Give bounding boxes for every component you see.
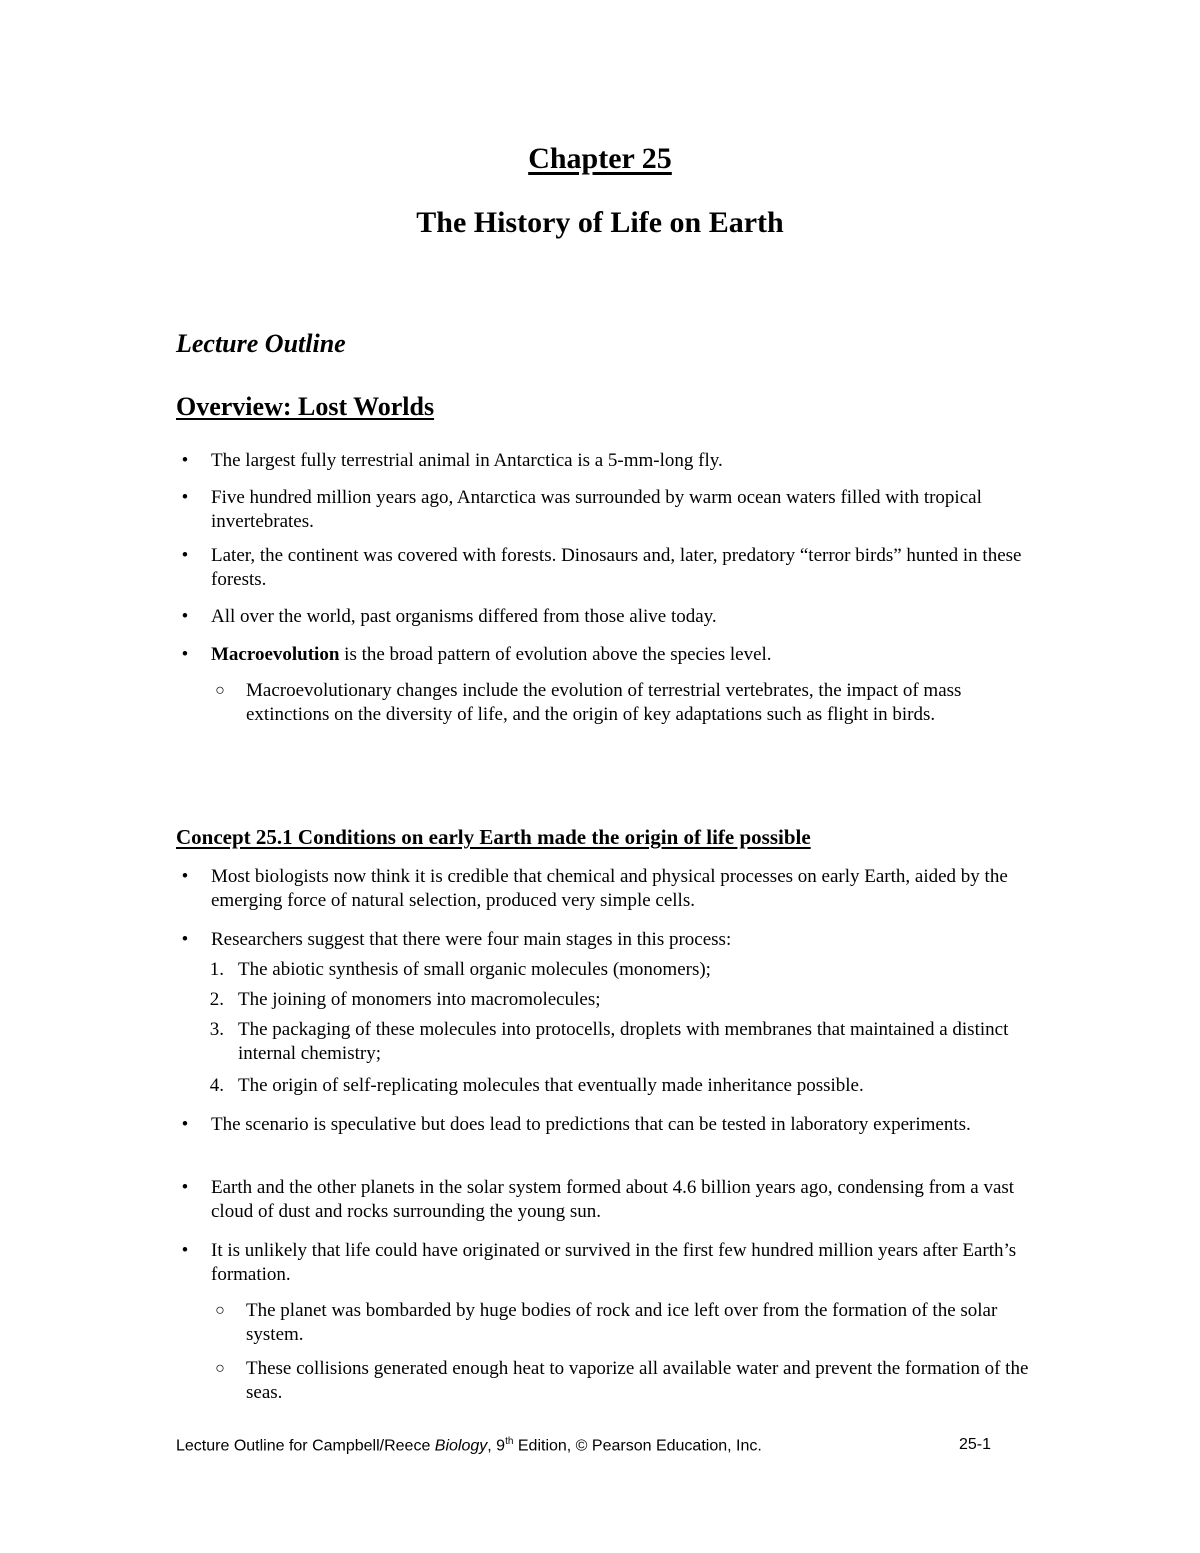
list-item <box>181 544 1041 592</box>
list-item-text: Five hundred million years ago, Antarctica was surrounded by warm ocean waters filled with tropical invertebrates. <box>211 487 982 532</box>
list-item-text: The packaging of these molecules into protocells, droplets with membranes that maintained a distinct internal chemistry; <box>238 1019 1009 1064</box>
page-footer <box>176 1436 991 1455</box>
bullet-icon: • <box>181 1114 189 1135</box>
list-item <box>181 1113 1041 1137</box>
circle-bullet-icon: ○ <box>215 1302 225 1319</box>
bullet-icon: • <box>181 450 189 471</box>
bullet-icon: • <box>181 1177 189 1198</box>
bullet-icon: • <box>181 606 189 627</box>
overview-heading: Overview: Lost Worlds <box>176 392 435 421</box>
list-item-text: The scenario is speculative but does lead to predictions that can be tested in laboratory experiments. <box>211 1114 971 1135</box>
bullet-icon: • <box>181 644 189 665</box>
list-item <box>181 605 1041 629</box>
list-item-text: The planet was bombarded by huge bodies of rock and ice left over from the formation of the solar system. <box>246 1300 998 1345</box>
list-item-text: All over the world, past organisms differed from those alive today. <box>211 606 717 627</box>
bullet-icon: • <box>181 545 189 566</box>
footer-edition-sup: th <box>505 1436 514 1447</box>
list-item-text: Macroevolutionary changes include the evolution of terrestrial vertebrates, the impact of mass extinctions on the diversity of life, and the origin of key adaptations such as flight in birds. <box>246 680 962 725</box>
circle-bullet-icon: ○ <box>215 682 225 699</box>
chapter-title: Chapter 25 <box>528 142 672 175</box>
sub-list-item <box>215 679 1046 727</box>
list-item-text: The abiotic synthesis of small organic molecules (monomers); <box>238 959 711 980</box>
list-item <box>181 865 1041 913</box>
bullet-icon: • <box>181 929 189 950</box>
list-number: 1. <box>209 959 224 980</box>
footer-book-title: Biology <box>434 1437 488 1455</box>
list-item <box>181 449 1041 473</box>
list-number: 3. <box>209 1019 224 1040</box>
list-item-text: These collisions generated enough heat to vaporize all available water and prevent the formation of the seas. <box>246 1358 1029 1403</box>
footer-edition: , 9 <box>487 1437 506 1455</box>
circle-bullet-icon: ○ <box>215 1360 225 1377</box>
footer-suffix: Edition, © Pearson Education, Inc. <box>513 1437 762 1455</box>
bullet-icon: • <box>181 1240 189 1261</box>
list-number: 4. <box>209 1075 224 1096</box>
list-item-text: The joining of monomers into macromolecules; <box>238 989 601 1010</box>
list-item-text: Later, the continent was covered with forests. Dinosaurs and, later, predatory “terror birds” hunted in these forests. <box>211 545 1022 590</box>
list-number: 2. <box>209 989 224 1010</box>
list-item-text: Researchers suggest that there were four main stages in this process: <box>211 929 732 950</box>
list-item <box>181 1176 1041 1224</box>
concept-heading: Concept 25.1 Conditions on early Earth made the origin of life possible <box>176 825 811 849</box>
list-item-text: It is unlikely that life could have originated or survived in the first few hundred million years after Earth’s formation. <box>211 1240 1017 1285</box>
bullet-icon: • <box>181 866 189 887</box>
term-macroevolution: Macroevolution <box>211 644 340 665</box>
list-item <box>181 486 1041 534</box>
list-item-text: Earth and the other planets in the solar system formed about 4.6 billion years ago, condensing from a vast cloud of dust and rocks surrounding the young sun. <box>211 1177 1015 1222</box>
list-item <box>181 643 1041 667</box>
numbered-item <box>209 988 1038 1012</box>
page-number: 25-1 <box>958 1436 991 1453</box>
list-item <box>181 1239 1041 1287</box>
list-item <box>181 928 1041 952</box>
sub-list-item <box>215 1299 1046 1347</box>
lecture-outline-heading: Lecture Outline <box>176 329 346 358</box>
list-item-text: is the broad pattern of evolution above the species level. <box>339 644 772 665</box>
numbered-item <box>209 1074 1038 1098</box>
numbered-item <box>209 958 1038 982</box>
numbered-item <box>209 1018 1038 1066</box>
list-item-text: The largest fully terrestrial animal in Antarctica is a 5-mm-long fly. <box>211 450 723 471</box>
bullet-icon: • <box>181 487 189 508</box>
list-item-text: The origin of self-replicating molecules that eventually made inheritance possible. <box>238 1075 864 1096</box>
list-item-text: Most biologists now think it is credible that chemical and physical processes on early Earth, aided by the emerging force of natural selection, produced very simple cells. <box>211 866 1008 911</box>
sub-list-item <box>215 1357 1046 1405</box>
footer-prefix: Lecture Outline for Campbell/Reece <box>176 1437 435 1455</box>
chapter-subtitle: The History of Life on Earth <box>416 206 784 239</box>
